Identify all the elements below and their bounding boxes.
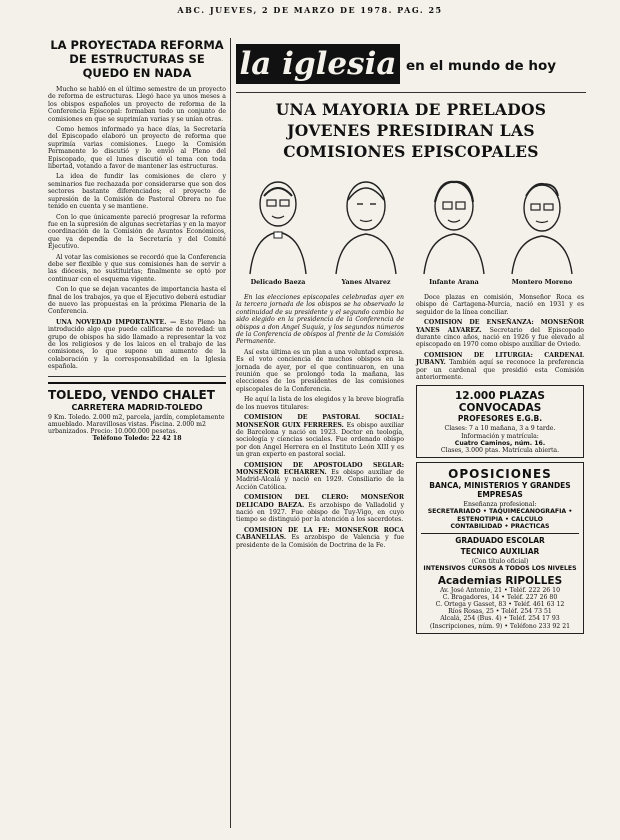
column-rule [230, 38, 231, 828]
commission-head: COMISION DE LITURGIA: CARDENAL JUBANY. [416, 351, 584, 367]
graduado-ad-title: GRADUADO ESCOLAR [455, 536, 545, 546]
ripolles-ad-line: Alcalá, 254 (Bus. 4) • Teléf. 254 17 93 [440, 615, 560, 623]
ripolles-ad-line: (Inscripciones, núm. 9) • Teléfono 233 92 21 [429, 622, 571, 630]
oposiciones-ad-line: SECRETARIADO • TAQUIMECANOGRAFIA • ESTENOTIPIA • CALCULO [427, 508, 573, 523]
left-paragraph: Con lo que se dejan vacantes de importancia hasta el final de los trabajos, ya que el Ejecutivo deberá estudiar de nuevo las propuestas en la próxima Plenaria de la Conferencia. [48, 286, 226, 316]
portrait-infante [412, 166, 496, 286]
portrait-delicado [236, 166, 320, 286]
divider [48, 376, 226, 377]
graduado-ad-line: INTENSIVOS CURSOS A TODOS LOS NIVELES [423, 565, 577, 573]
portrait-yanes [324, 166, 408, 286]
commission-text: Secretario del Episcopado durante cinco años, nació en 1926 y fue elevado al episcopado en 1970 como obispo auxiliar de Oviedo. [416, 326, 584, 349]
portrait-sketch-icon [412, 166, 496, 276]
chalet-ad-subtitle: CARRETERA MADRID-TOLEDO [71, 402, 203, 412]
chalet-ad-title: TOLEDO, VENDO CHALET [48, 387, 215, 402]
plazas-ad-title: 12.000 PLAZAS CONVOCADAS [455, 390, 545, 415]
commission-head: COMISION DE ENSEÑANZA: MONSEÑOR YANES ALVAREZ. [416, 319, 584, 334]
article-column-2 [416, 294, 584, 634]
commission-text: Es arzobispo de Valencia y fue presidente de la Comisión de Doctrina de la Fe. [236, 534, 404, 549]
article-lead: En las elecciones episcopales celebradas ayer en la tercera jornada de los obispos se ha observado la continuidad de su presidente y el segundo cambio ha sido elegido en la presidencia de la Conferencia de obispos a don Angel Suquía, y los segundos números de la Conferencia de obispos al frente de la Comisión Permanente. [236, 294, 404, 346]
plazas-ad-line: Clases, 3.000 ptas. Matrícula abierta. [440, 447, 560, 455]
ripolles-ad-line: C. Bragadores, 14 • Teléf. 227 26 80 [442, 593, 558, 601]
commission-head: COMISION DE PASTORAL SOCIAL: MONSEÑOR GUIX FERRERES. [236, 414, 404, 429]
banner-logo: la iglesia [236, 44, 400, 84]
commission-entry [416, 319, 584, 349]
commission-head: COMISION DE LA FE: MONSEÑOR ROCA CABANELLAS. [236, 526, 404, 542]
commission-text: Es obispo auxiliar de Madrid-Alcalá y nació en 1929. Consiliario de la Acción Católica. [236, 468, 404, 491]
portrait-caption: Infante Arana [429, 278, 479, 286]
plazas-ad-subtitle: PROFESORES E.G.B. [457, 414, 543, 424]
main-headline: UNA MAYORIA DE PRELADOS JOVENES PRESIDIRAN LAS COMISIONES EPISCOPALES [275, 100, 547, 161]
novelty-text: Este Pleno ha introducido algo que puede calificarse de novedad: un grupo de obispos ha sido llamado a representar la voz de los religiosos y de los laicos en el trabajo de las comisiones, lo que supone un aumento de la colaboración y la corresponsabilidad en la Iglesia española. [48, 318, 226, 371]
plazas-ad-line: Información y matrícula: [461, 432, 539, 440]
commission-text: También aquí se reconoce la preferencia por un cardenal que presidió esta Comisión anteriormente. [416, 359, 584, 382]
graduado-ad-subtitle: TECNICO AUXILIAR [460, 547, 540, 557]
article-columns [236, 294, 586, 794]
article-paragraph: He aquí la lista de los elegidos y la breve biografía de los nuevos titulares: [236, 396, 404, 411]
running-head: ABC. JUEVES, 2 DE MARZO DE 1978. PAG. 25 [177, 5, 443, 15]
portrait-row [236, 166, 586, 286]
chalet-ad-phone: Teléfono Toledo: 22 42 18 [92, 435, 182, 443]
section-banner [236, 38, 586, 93]
commission-entry [236, 494, 404, 524]
oposiciones-ad-title: OPOSICIONES [448, 467, 552, 482]
oposiciones-ad-line: CONTABILIDAD • PRACTICAS [450, 522, 550, 530]
left-paragraph: Como hemos informado ya hace días, la Secretaría del Episcopado elaboró un proyecto de reforma que suprimía varias comisiones. Luego la Comisión Permanente lo discutió y lo envió al Pleno del Episcopado, que el lunes discutió el tema con toda libertad, votando a favor de mantener las estructuras. [48, 126, 226, 171]
plazas-ad-line: Clases: 7 a 10 mañana, 3 a 9 tarde. [444, 425, 556, 433]
banner-tail: en el mundo de hoy [406, 58, 557, 74]
commission-entry [236, 527, 404, 549]
portrait-sketch-icon [324, 166, 408, 276]
oposiciones-ad [416, 462, 584, 633]
portrait-sketch-icon [236, 166, 320, 276]
portrait-montero [500, 166, 584, 286]
commission-entry [236, 462, 404, 492]
ad-divider [421, 533, 579, 534]
article-paragraph: Así esta última es un plan a una voluntad expresa. Es el voto conciencia de muchos obispos en la jornada de ayer, por el que continuaron, en una reunión que se prolongó toda la mañana, las elecciones de los presidentes de las comisiones episcopales de la Conferencia. [236, 348, 404, 393]
novelty-head: UNA NOVEDAD IMPORTANTE. — [56, 318, 177, 326]
commission-head: COMISION DEL CLERO: MONSEÑOR DELICADO BAEZA. [236, 494, 404, 509]
ripolles-ad-line: C. Ortega y Gasset, 83 • Teléf. 461 63 12 [435, 600, 565, 608]
ripolles-ad-title: Academias RIPOLLES [437, 574, 563, 587]
ripolles-ad-line: Av. José Antonio, 21 • Teléf. 222 26 10 [439, 586, 561, 594]
article-paragraph: Doce plazas en comisión, Monseñor Roca es obispo de Cartagena-Murcia, nació en 1931 y es seguidor de la línea conciliar. [416, 294, 584, 316]
portrait-caption: Yanes Alvarez [341, 278, 391, 286]
graduado-ad-line: (Con título oficial) [471, 558, 529, 566]
portrait-caption: Delicado Baeza [250, 278, 306, 286]
left-column [48, 38, 226, 442]
left-paragraph: Con lo que únicamente pareció progresar la reforma fue en la supresión de algunas secretarías y en la mayor coordinación de la Comisión de Asuntos Económicos, que ya dependía de la Secretaría y del Comité Ejecutivo. [48, 213, 226, 251]
commission-head: COMISION DE APOSTOLADO SEGLAR: MONSEÑOR ECHARREN. [236, 461, 404, 476]
novelty-paragraph [48, 319, 226, 371]
portrait-caption: Montero Moreno [511, 278, 573, 286]
oposiciones-ad-subtitle: BANCA, MINISTERIOS Y GRANDES EMPRESAS [429, 481, 571, 500]
left-paragraph: Al votar las comisiones se recordó que la Conferencia debe ser flexible y que sus comisiones han de servir a las diócesis, no sustituirlas; finalmente se optó por continuar con el esquema vigente. [48, 253, 226, 283]
article-column-1 [236, 294, 404, 552]
left-headline: LA PROYECTADA REFORMA DE ESTRUCTURAS SE QUEDO EN NADA [50, 38, 224, 80]
commission-entry [416, 352, 584, 382]
chalet-ad [48, 382, 226, 443]
oposiciones-ad-line: Enseñanza profesional: [463, 501, 537, 509]
portrait-sketch-icon [500, 166, 584, 276]
commission-text: Es obispo auxiliar de Barcelona y nació en 1923. Doctor en teología, sociología y ciencias sociales. Fue ordenado obispo por don Angel Herrera en el Instituto León XIII y es un gran experto en pastoral social. [236, 421, 404, 459]
commission-entry [236, 414, 404, 458]
chalet-ad-text: 9 Km. Toledo. 2.000 m2, parcela, jardín, completamente amueblado. Maravillosas vistas. Piscina. 2.000 m2 urbanizados. Precio: 10.000.000 pesetas. [48, 413, 225, 436]
left-paragraph: Mucho se habló en el último semestre de un proyecto de reforma de estructuras. Llegó hace ya unos meses a los obispos españoles un proyecto de reforma de la Conferencia Episcopal: formaban todo un conjunto de comisiones en que se suprimían varias y se unían otras. [48, 86, 226, 123]
commission-text: Es arzobispo de Valladolid y nació en 1927. Fue obispo de Tuy-Vigo, en cuyo tiempo se distinguió por la atención a los sacerdotes. [236, 501, 405, 524]
plazas-ad-line: Cuatro Caminos, núm. 16. [454, 439, 546, 447]
ripolles-ad-line: Ríos Rosas, 25 • Teléf. 254 73 51 [448, 608, 552, 616]
right-section [236, 38, 586, 794]
left-paragraph: La idea de fundir las comisiones de clero y seminarios fue rechazada por considerarse que son dos sectores bastante diferenciados; el proyecto de supresión de la Comisión de Pastoral Obrera no fue tenido en cuenta y se mantiene. [48, 173, 226, 211]
plazas-ad [416, 385, 584, 458]
